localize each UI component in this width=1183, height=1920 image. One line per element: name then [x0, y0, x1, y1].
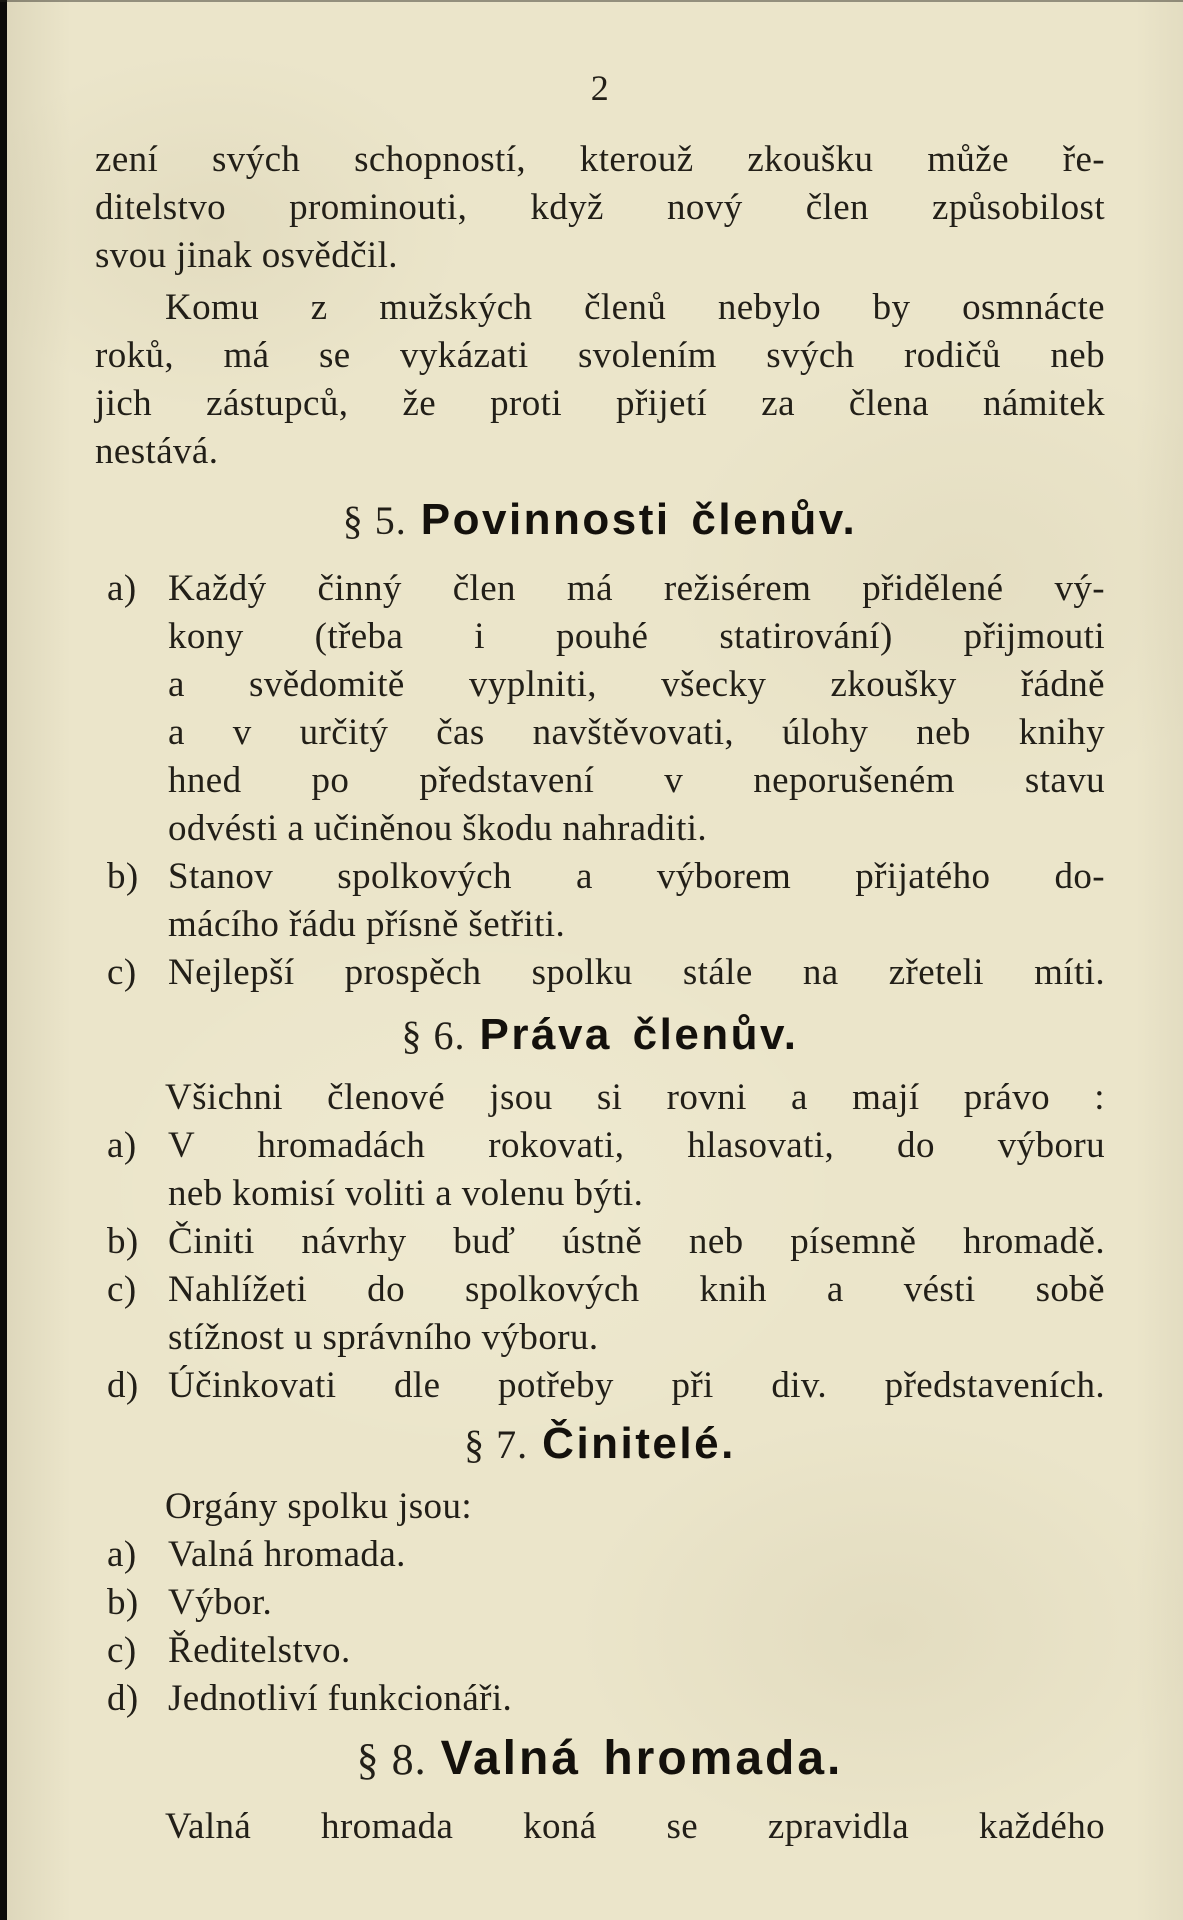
text-line: zení svých schopností, kterouž zkoušku může ře-	[95, 139, 1105, 180]
text-line: kony (třeba i pouhé statirování) přijmouti	[168, 616, 1105, 657]
section-title: Povinnosti členův.	[420, 495, 858, 544]
list-item	[95, 1531, 1105, 1579]
section-heading-7	[95, 1416, 1105, 1475]
section-title: Valná hromada.	[440, 1732, 844, 1785]
section-heading-8	[95, 1729, 1105, 1793]
section-symbol: § 8.	[356, 1735, 427, 1784]
item-label: c)	[107, 952, 137, 993]
item-lines	[168, 1531, 1105, 1579]
text-line: Komu z mužských členů nebylo by osmnácte	[165, 287, 1105, 328]
page-number: 2	[590, 68, 610, 108]
list-item	[95, 1362, 1105, 1410]
page-left-edge-shadow	[0, 0, 7, 1920]
section-7-intro	[95, 1483, 1105, 1531]
item-lines	[168, 1362, 1105, 1410]
text-line: a v určitý čas navštěvovati, úlohy neb knihy	[168, 712, 1105, 753]
text-line: Jednotliví funkcionáři.	[168, 1678, 513, 1719]
section-title: Práva členův.	[479, 1010, 799, 1059]
list-item	[95, 853, 1105, 949]
item-label: d)	[107, 1678, 139, 1719]
text-line: Výbor.	[168, 1582, 273, 1623]
text-line: odvésti a učiněnou škodu nahraditi.	[168, 808, 708, 849]
text-line: ditelstvo prominouti, když nový člen způsobilost	[95, 187, 1105, 228]
list-item	[95, 1579, 1105, 1627]
list-item	[95, 1266, 1105, 1362]
item-label: a)	[107, 1534, 137, 1575]
text-line: nestává.	[95, 431, 219, 472]
text-line: Orgány spolku jsou:	[165, 1486, 473, 1527]
text-line: Účinkovati dle potřeby při div. představeních.	[168, 1365, 1105, 1406]
text-line: Valná hromada.	[168, 1534, 406, 1575]
text-line: stížnost u správního výboru.	[168, 1317, 599, 1358]
item-lines	[168, 1122, 1105, 1218]
section-heading-6	[95, 1007, 1105, 1066]
section-8-paragraph	[95, 1803, 1105, 1851]
text-column	[95, 0, 1105, 1851]
text-line: Nejlepší prospěch spolku stále na zřeteli míti.	[168, 952, 1105, 993]
text-line: Nahlížeti do spolkových knih a vésti sobě	[168, 1269, 1105, 1310]
item-lines	[168, 1579, 1105, 1627]
text-line: jich zástupců, že proti přijetí za člena námitek	[95, 383, 1105, 424]
list-item	[95, 1627, 1105, 1675]
item-lines	[168, 1218, 1105, 1266]
section-7-item-list	[95, 1531, 1105, 1723]
paragraph-admission	[95, 284, 1105, 476]
item-lines	[168, 1266, 1105, 1362]
list-item	[95, 1675, 1105, 1723]
section-title: Činitelé.	[542, 1419, 736, 1468]
text-line: a svědomitě vyplniti, všecky zkoušky řádně	[168, 664, 1105, 705]
text-line: V hromadách rokovati, hlasovati, do výboru	[168, 1125, 1105, 1166]
section-6-item-list	[95, 1122, 1105, 1410]
section-heading-5	[95, 492, 1105, 551]
list-item	[95, 1218, 1105, 1266]
list-item	[95, 949, 1105, 997]
item-label: c)	[107, 1630, 137, 1671]
item-label: a)	[107, 1125, 137, 1166]
item-label: c)	[107, 1269, 137, 1310]
text-line: Činiti návrhy buď ústně neb písemně hromadě.	[168, 1221, 1105, 1262]
item-label: a)	[107, 568, 137, 609]
item-label: b)	[107, 856, 139, 897]
text-line: Valná hromada koná se zpravidla každého	[165, 1806, 1105, 1847]
item-lines	[168, 1627, 1105, 1675]
section-symbol: § 7.	[464, 1422, 529, 1467]
item-label: d)	[107, 1365, 139, 1406]
item-label: b)	[107, 1221, 139, 1262]
text-line: Každý činný člen má režisérem přidělené vý-	[168, 568, 1105, 609]
section-symbol: § 6.	[401, 1013, 466, 1058]
text-line: svou jinak osvědčil.	[95, 235, 398, 276]
text-line: mácího řádu přísně šetřiti.	[168, 904, 566, 945]
text-line: Stanov spolkových a výborem přijatého do-	[168, 856, 1105, 897]
text-line: Všichni členové jsou si rovni a mají právo :	[165, 1077, 1105, 1118]
section-symbol: § 5.	[342, 498, 407, 543]
text-line: roků, má se vykázati svolením svých rodičů neb	[95, 335, 1105, 376]
text-line: neb komisí voliti a volenu býti.	[168, 1173, 644, 1214]
paragraph-continuation	[95, 136, 1105, 280]
item-lines	[168, 565, 1105, 853]
item-label: b)	[107, 1582, 139, 1623]
item-lines	[168, 949, 1105, 997]
section-5-item-list	[95, 565, 1105, 997]
list-item	[95, 1122, 1105, 1218]
list-item	[95, 565, 1105, 853]
text-line: hned po představení v neporušeném stavu	[168, 760, 1105, 801]
text-line: Ředitelstvo.	[168, 1630, 351, 1671]
item-lines	[168, 853, 1105, 949]
item-lines	[168, 1675, 1105, 1723]
section-6-intro	[95, 1074, 1105, 1122]
